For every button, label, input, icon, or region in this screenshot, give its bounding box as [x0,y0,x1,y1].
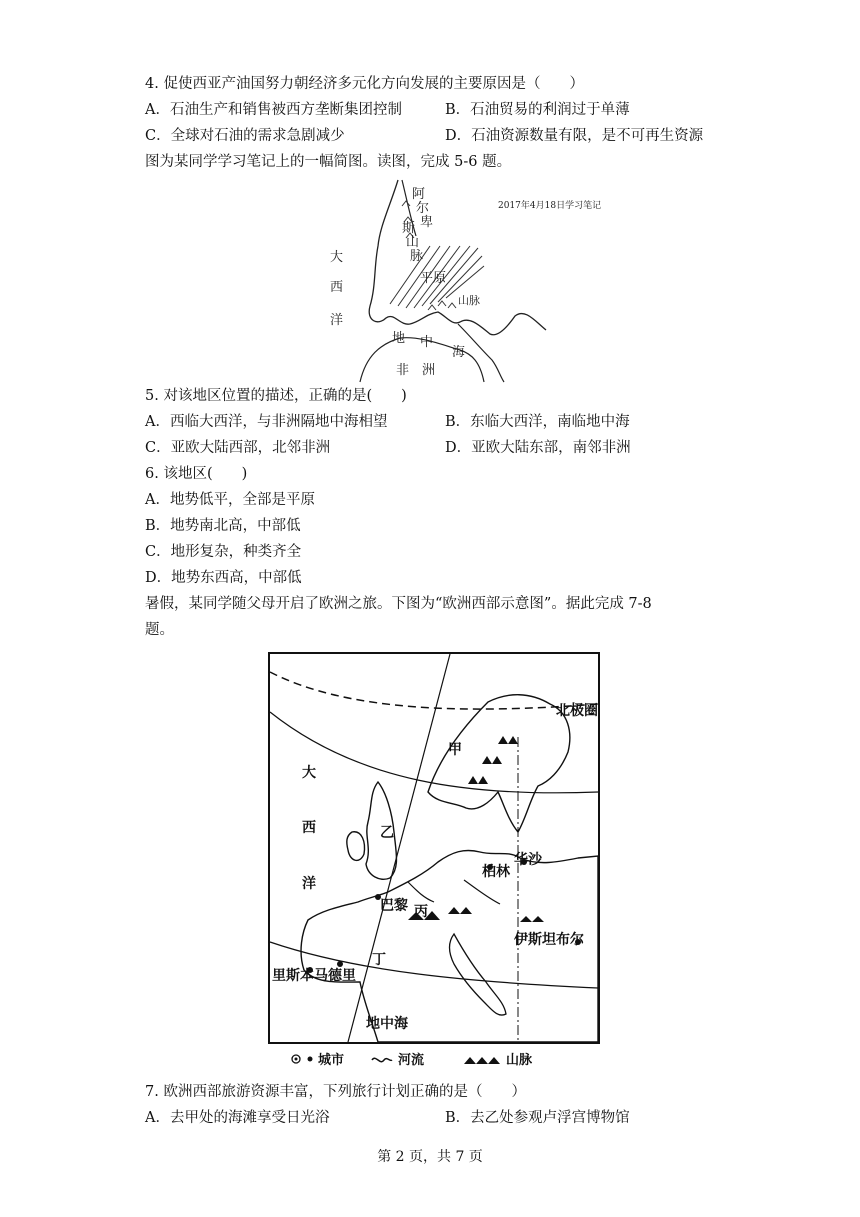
q6-option-d: D．地势东西高，中部低 [145,570,302,586]
sketch-ocean-1: 大 [330,250,344,265]
map-city-istanbul: 伊斯坦布尔 [514,932,584,948]
europe-map [268,652,602,1076]
sketch-sea-3: 海 [452,345,466,360]
sketch-mountain-3: 卑 [420,215,434,230]
sketch-ocean-2: 西 [330,280,344,295]
sketch-plain: 平原 [420,271,447,286]
q5-option-a: A．西临大西洋，与非洲隔地中海相望 [145,414,388,430]
q5-option-c: C．亚欧大陆西部，北邻非洲 [145,440,331,456]
q4-stem: 4. 促使西亚产油国努力朝经济多元化方向发展的主要原因是（ ） [145,76,584,92]
map-label-ding: 丁 [372,952,386,968]
map-ocean-1: 大 [302,765,316,781]
sketch-ocean-3: 洋 [330,313,344,328]
intro-7-8-line2: 题。 [145,622,174,638]
q7-option-a: A．去甲处的海滩享受日光浴 [145,1110,330,1126]
legend-river-icon [372,1058,392,1061]
q4-option-a: A．石油生产和销售被西方垄断集团控制 [145,102,402,118]
map-city-berlin: 柏林 [482,864,510,880]
map-city-warsaw: 华沙 [514,852,542,868]
map-label-jia: 甲 [448,742,462,758]
sketch-sea-1: 地 [392,331,406,346]
map-sea-mediterranean: 地中海 [366,1016,408,1032]
intro-7-8-line1: 暑假，某同学随父母开启了欧洲之旅。下图为“欧洲西部示意图”。据此完成 7-8 [145,596,652,612]
sketch-mountain-2: 尔 [416,201,430,216]
sketch-mountain-5: 山 [406,235,420,250]
sketch-note: 2017年4月18日学习笔记 [498,201,602,211]
q4-option-d: D．石油资源数量有限，是不可再生资源 [445,128,704,144]
page-footer: 第 2 页，共 7 页 [377,1149,483,1165]
sketch-mountain-1: 阿 [412,187,426,202]
map-city-lisbon-madrid: 里斯本马德里 [272,968,356,984]
legend-mountain-icon [464,1057,500,1064]
sketch-mountain-mid: 山脉 [458,294,480,307]
q7-stem: 7. 欧洲西部旅游资源丰富，下列旅行计划正确的是（ ） [145,1084,526,1100]
q5-stem: 5. 对该地区位置的描述，正确的是( ) [145,388,407,404]
legend-mountain: 山脉 [506,1053,533,1068]
q7-option-b: B．去乙处参观卢浮宫博物馆 [445,1110,630,1126]
q4-option-c: C．全球对石油的需求急剧减少 [145,128,345,144]
map-ocean-3: 洋 [302,876,316,892]
q5-option-d: D．亚欧大陆东部，南邻非洲 [445,440,631,456]
sketch-mountain-4: 斯 [402,221,416,236]
sketch-map [320,176,602,384]
q4-option-b: B．石油贸易的利润过于单薄 [445,102,630,118]
q6-option-a: A．地势低平，全部是平原 [145,492,315,508]
intro-5-6: 图为某同学学习笔记上的一幅简图。读图，完成 5-6 题。 [145,154,512,170]
map-ocean-2: 西 [302,820,316,836]
map-arctic-circle: 北极圈 [556,703,598,719]
map-label-bing: 丙 [414,904,428,920]
q6-stem: 6. 该地区( ) [145,466,248,482]
legend-city: 城市 [318,1053,345,1068]
sketch-sea-2: 中 [420,335,434,350]
q6-option-b: B．地势南北高，中部低 [145,518,301,534]
sketch-africa: 非 洲 [396,363,436,378]
map-city-paris: 巴黎 [380,898,408,914]
q5-option-b: B．东临大西洋，南临地中海 [445,414,630,430]
sketch-mountain-6: 脉 [410,249,424,264]
q6-option-c: C．地形复杂，种类齐全 [145,544,302,560]
legend-river: 河流 [398,1053,425,1068]
map-label-yi: 乙 [380,825,394,841]
